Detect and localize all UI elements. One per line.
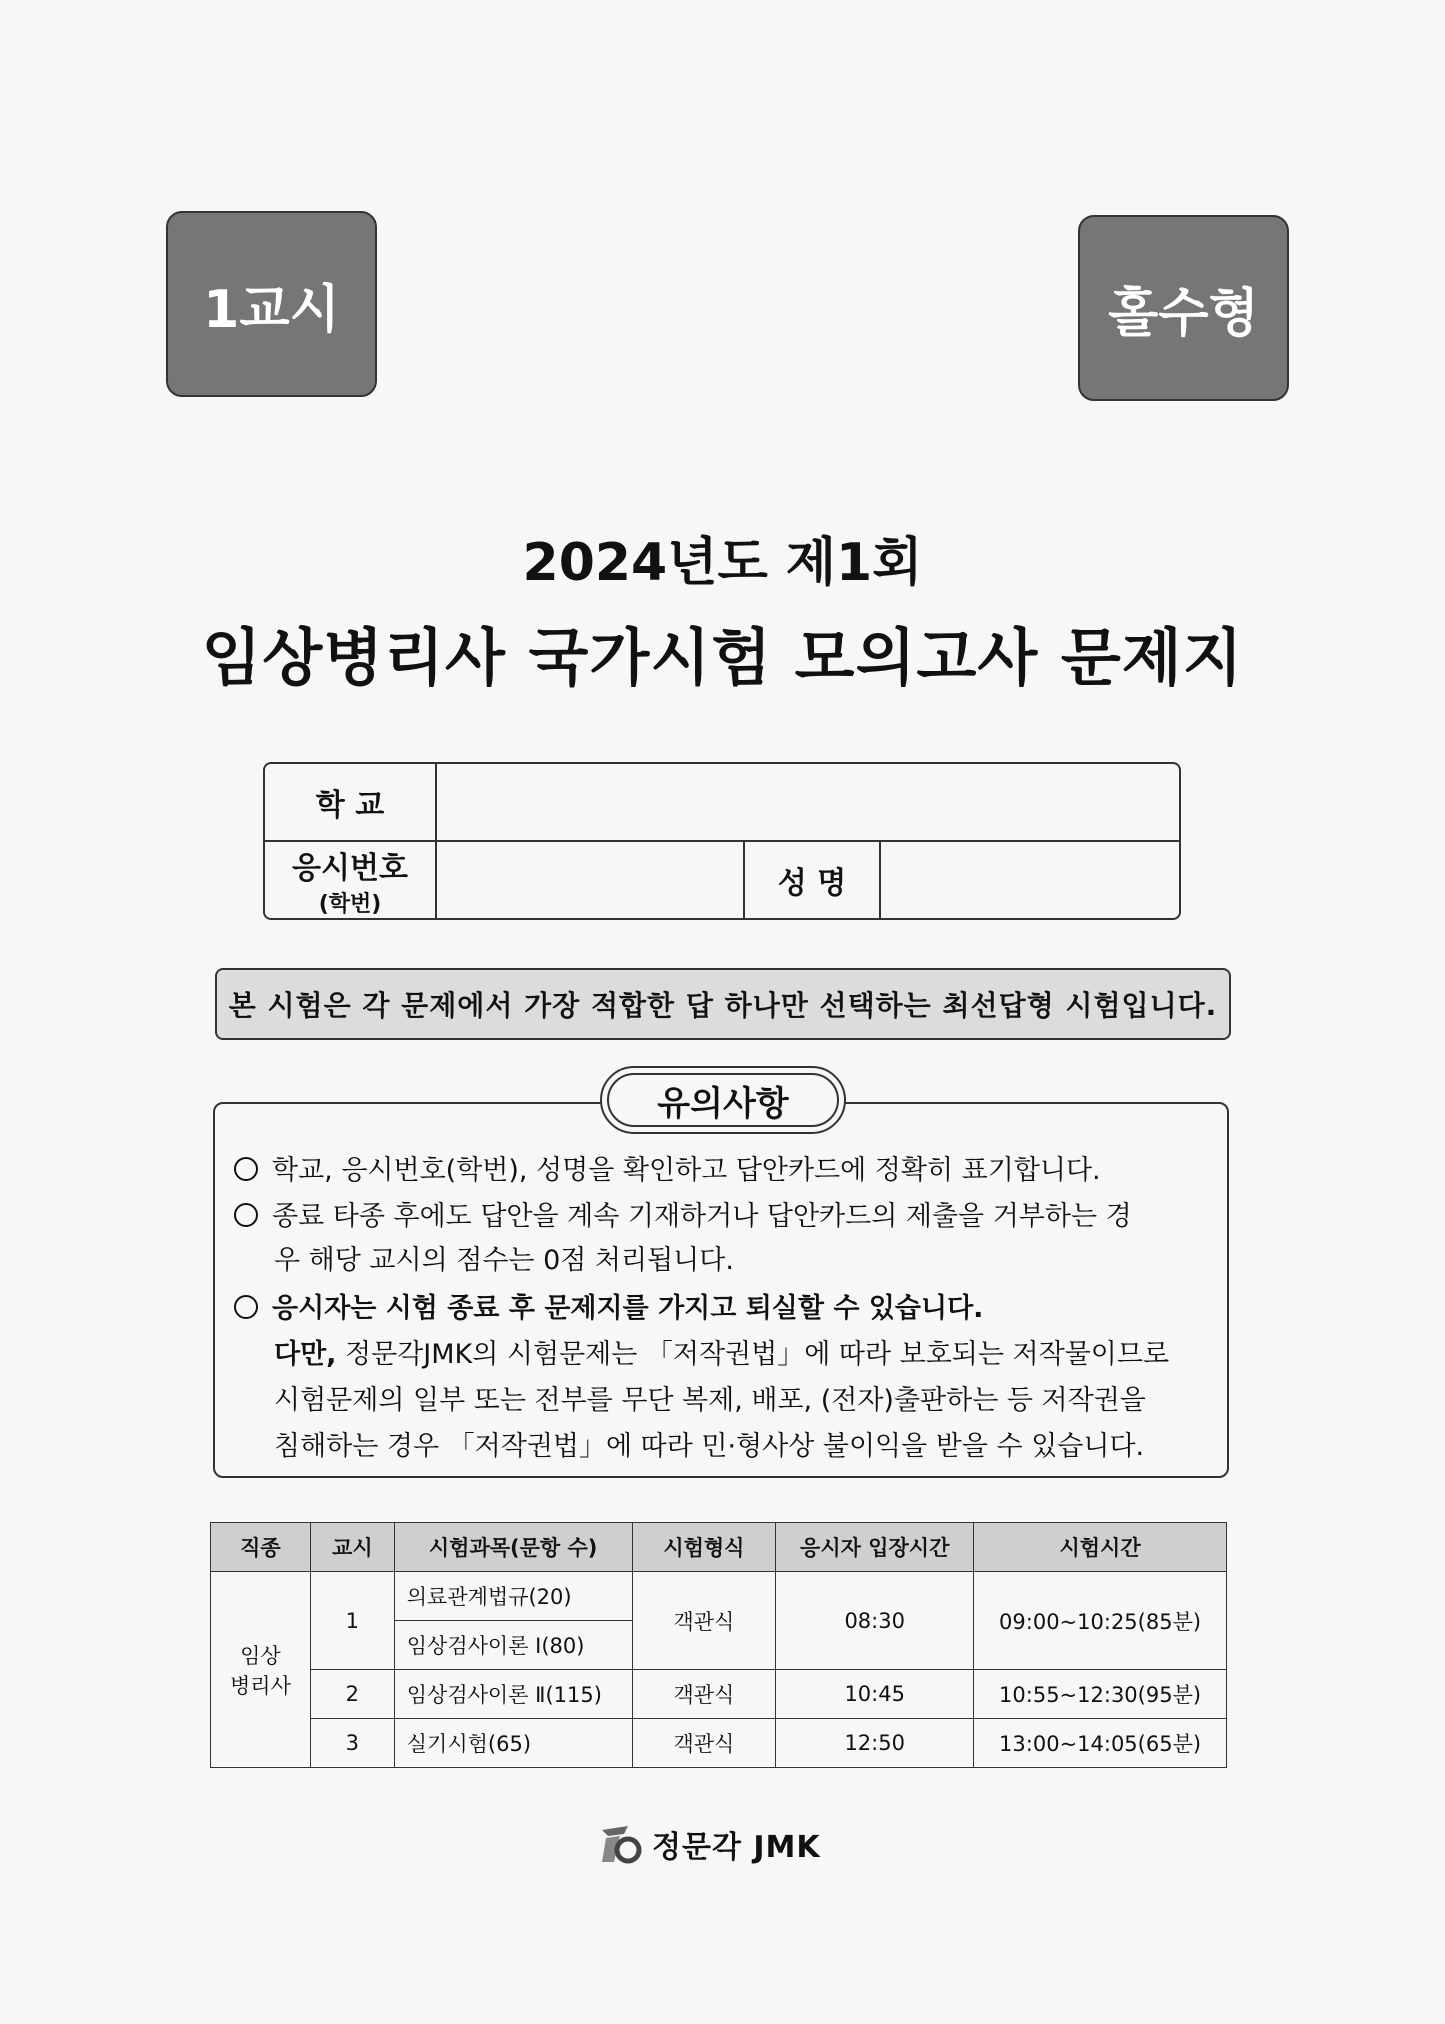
entry-time-cell: 08:30 bbox=[776, 1572, 974, 1670]
caution-text: 침해하는 경우 「저작권법」에 따라 민·형사상 불이익을 받을 수 있습니다. bbox=[274, 1431, 1145, 1462]
exam-number-label bbox=[265, 842, 435, 918]
entry-time-cell: 10:45 bbox=[776, 1670, 974, 1719]
subject-cell: 임상검사이론 Ⅰ(80) bbox=[394, 1621, 632, 1670]
subject-cell: 의료관계법규(20) bbox=[394, 1572, 632, 1621]
entry-time-cell: 12:50 bbox=[776, 1719, 974, 1768]
publisher-name: 정문각 JMK bbox=[652, 1830, 821, 1865]
bullet-circle-icon bbox=[234, 1157, 258, 1181]
examinee-info-table bbox=[263, 762, 1181, 920]
column-header: 시험형식 bbox=[632, 1523, 776, 1572]
job-label: 임상 bbox=[240, 1643, 281, 1668]
caution-text: 시험문제의 일부 또는 전부를 무단 복제, 배포, (전자)출판하는 등 저작권을 bbox=[274, 1385, 1146, 1416]
caution-text: 응시자는 시험 종료 후 문제지를 가지고 퇴실할 수 있습니다. bbox=[272, 1293, 984, 1324]
subject-cell: 실기시험(65) bbox=[394, 1719, 632, 1768]
caution-title: 유의사항 bbox=[607, 1073, 839, 1127]
table-header-row bbox=[211, 1523, 1227, 1572]
column-header: 응시자 입장시간 bbox=[776, 1523, 974, 1572]
school-field[interactable] bbox=[437, 764, 1179, 840]
caution-text: 학교, 응시번호(학번), 성명을 확인하고 답안카드에 정확히 표기합니다. bbox=[272, 1155, 1101, 1186]
exam-schedule-table bbox=[210, 1522, 1227, 1768]
exam-time-cell: 09:00~10:25(85분) bbox=[974, 1572, 1227, 1670]
format-cell: 객관식 bbox=[632, 1572, 776, 1670]
caution-title-frame bbox=[600, 1066, 846, 1134]
job-label: 병리사 bbox=[230, 1673, 291, 1698]
column-header: 시험과목(문항 수) bbox=[394, 1523, 632, 1572]
bullet-circle-icon bbox=[234, 1295, 258, 1319]
school-label: 학 교 bbox=[315, 788, 385, 823]
format-cell: 객관식 bbox=[632, 1670, 776, 1719]
name-label: 성 명 bbox=[777, 866, 847, 901]
period-cell: 3 bbox=[310, 1719, 394, 1768]
exam-type-badge: 홀수형 bbox=[1078, 215, 1289, 401]
caution-item bbox=[234, 1194, 1132, 1233]
exam-main-title: 임상병리사 국가시험 모의고사 문제지 bbox=[201, 621, 1244, 694]
exam-notice: 본 시험은 각 문제에서 가장 적합한 답 하나만 선택하는 최선답형 시험입니다. bbox=[215, 968, 1231, 1040]
job-cell bbox=[211, 1572, 311, 1768]
subject-cell: 임상검사이론 Ⅱ(115) bbox=[394, 1670, 632, 1719]
exam-number-field[interactable] bbox=[437, 842, 743, 918]
caution-item bbox=[274, 1332, 1169, 1371]
period-cell: 1 bbox=[310, 1572, 394, 1670]
table-row bbox=[211, 1670, 1227, 1719]
exam-time-cell: 13:00~14:05(65분) bbox=[974, 1719, 1227, 1768]
column-header: 시험시간 bbox=[974, 1523, 1227, 1572]
table-row bbox=[211, 1572, 1227, 1621]
exam-number-label-text: 응시번호 bbox=[292, 850, 408, 886]
name-field[interactable] bbox=[881, 842, 1179, 918]
period-badge: 1교시 bbox=[166, 211, 377, 397]
caution-text: 종료 타종 후에도 답안을 계속 기재하거나 답안카드의 제출을 거부하는 경 bbox=[272, 1201, 1132, 1232]
caution-text: 우 해당 교시의 점수는 0점 처리됩니다. bbox=[274, 1245, 734, 1276]
student-id-label: (학번) bbox=[318, 891, 382, 917]
caution-item bbox=[234, 1148, 1101, 1187]
exam-time-cell: 10:55~12:30(95분) bbox=[974, 1670, 1227, 1719]
format-cell: 객관식 bbox=[632, 1719, 776, 1768]
column-header: 직종 bbox=[211, 1523, 311, 1572]
table-row bbox=[211, 1719, 1227, 1768]
period-cell: 2 bbox=[310, 1670, 394, 1719]
exam-year-title: 2024년도 제1회 bbox=[522, 533, 923, 593]
column-header: 교시 bbox=[310, 1523, 394, 1572]
caution-text: 정문각JMK의 시험문제는 「저작권법」에 따라 보호되는 저작물이므로 bbox=[345, 1339, 1170, 1370]
jmk-logo-icon bbox=[598, 1822, 642, 1866]
publisher-logo bbox=[598, 1822, 821, 1866]
bullet-circle-icon bbox=[234, 1203, 258, 1227]
caution-item bbox=[234, 1286, 983, 1325]
caution-text: 다만, bbox=[274, 1339, 337, 1370]
